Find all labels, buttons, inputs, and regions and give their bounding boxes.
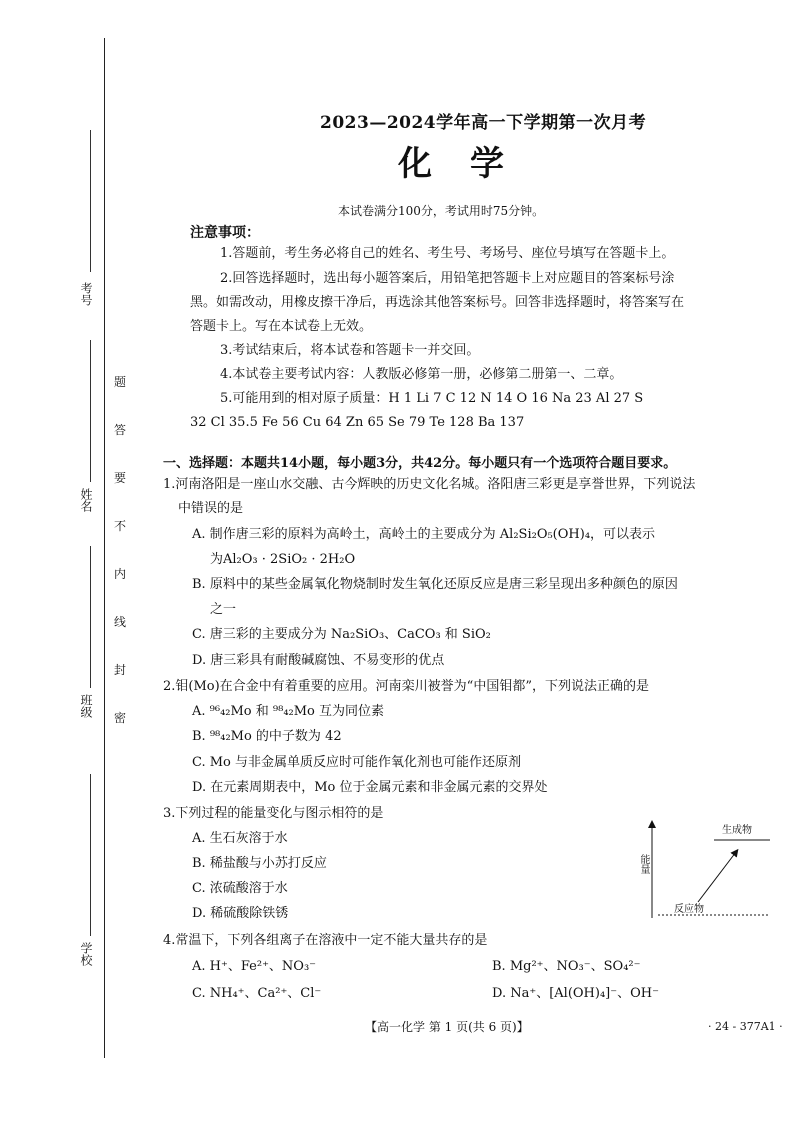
page-footer: 【高一化学 第 1 页(共 6 页)】 <box>365 1020 529 1034</box>
product-label: 生成物 <box>722 825 752 836</box>
seal-char: 内 <box>114 567 127 581</box>
seal-char: 线 <box>114 615 127 629</box>
q1-option-c: C. 唐三彩的主要成分为 Na₂SiO₃、CaCO₃ 和 SiO₂ <box>192 627 491 642</box>
exam-title: 2023—2024学年高一下学期第一次月考 <box>320 113 647 133</box>
q2-option-c: C. Mo 与非金属单质反应时可能作氧化剂也可能作还原剂 <box>192 755 522 770</box>
class-blank <box>90 546 91 688</box>
notice-line: 32 Cl 35.5 Fe 56 Cu 64 Zn 65 Se 79 Te 128 Ba 137 <box>190 415 525 430</box>
q4-option-b: B. Mg²⁺、NO₃⁻、SO₄²⁻ <box>492 959 641 974</box>
exam-number-blank <box>90 130 91 272</box>
q4-option-c: C. NH₄⁺、Ca²⁺、Cl⁻ <box>192 986 322 1001</box>
reaction-arrow <box>698 852 736 902</box>
q2-option-d: D. 在元素周期表中，Mo 位于金属元素和非金属元素的交界处 <box>192 780 548 795</box>
seal-char: 要 <box>114 471 127 485</box>
seal-char: 题 <box>114 375 127 389</box>
q3-option-b: B. 稀盐酸与小苏打反应 <box>192 856 327 871</box>
q4-option-a: A. H⁺、Fe²⁺、NO₃⁻ <box>192 959 317 974</box>
q1-option-d: D. 唐三彩具有耐酸碱腐蚀、不易变形的优点 <box>192 653 445 668</box>
q1-stem: 1.河南洛阳是一座山水交融、古今辉映的历史文化名城。洛阳唐三彩更是享誉世界，下列说法 <box>163 477 696 492</box>
subject-title: 化学 <box>398 144 542 184</box>
seal-char: 答 <box>114 423 127 437</box>
reactant-label: 反应物 <box>674 904 704 915</box>
q1-stem: 中错误的是 <box>178 501 244 516</box>
notice-line: 黑。如需改动，用橡皮擦干净后，再选涂其他答案标号。回答非选择题时，将答案写在 <box>190 295 685 310</box>
exam-intro: 本试卷满分100分，考试用时75分钟。 <box>338 204 545 218</box>
margin-label-name: 姓名 <box>79 488 93 512</box>
notice-line: 2.回答选择题时，选出每小题答案后，用铅笔把答题卡上对应题目的答案标号涂 <box>220 271 675 286</box>
section-heading: 一、选择题：本题共14小题，每小题3分，共42分。每小题只有一个选项符合题目要求。 <box>163 456 677 471</box>
q3-option-d: D. 稀硫酸除铁锈 <box>192 906 289 921</box>
name-blank <box>90 340 91 482</box>
notice-line: 答题卡上。写在本试卷上无效。 <box>190 319 373 334</box>
q2-option-b: B. ⁹⁸₄₂Mo 的中子数为 42 <box>192 729 342 744</box>
notice-line: 4.本试卷主要考试内容：人教版必修第一册，必修第二册第一、二章。 <box>220 367 623 382</box>
q1-option-b: B. 原料中的某些金属氧化物烧制时发生氧化还原反应是唐三彩呈现出多种颜色的原因 <box>192 577 678 592</box>
notice-line: 5.可能用到的相对原子质量：H 1 Li 7 C 12 N 14 O 16 Na 23 Al 27 S <box>220 391 644 406</box>
q1-option-a: 为Al₂O₃ · 2SiO₂ · 2H₂O <box>210 552 356 567</box>
q3-option-c: C. 浓硫酸溶于水 <box>192 881 288 896</box>
q3-option-a: A. 生石灰溶于水 <box>192 831 288 846</box>
margin-label-exam-number: 考号 <box>79 282 93 306</box>
seal-char: 密 <box>114 711 127 725</box>
q2-option-a: A. ⁹⁶₄₂Mo 和 ⁹⁸₄₂Mo 互为同位素 <box>192 704 385 719</box>
seal-char: 不 <box>114 519 127 533</box>
q4-stem: 4.常温下，下列各组离子在溶液中一定不能大量共存的是 <box>163 933 488 948</box>
energy-axis-label: 能量 <box>638 854 649 874</box>
binding-line <box>104 38 105 1058</box>
notice-heading: 注意事项： <box>190 225 260 241</box>
energy-diagram <box>624 818 774 924</box>
q2-stem: 2.钼(Mo)在合金中有着重要的应用。河南栾川被誉为“中国钼都”，下列说法正确的是 <box>163 679 649 694</box>
notice-line: 1.答题前，考生务必将自己的姓名、考生号、考场号、座位号填写在答题卡上。 <box>220 246 675 261</box>
margin-label-class: 班级 <box>79 694 93 718</box>
paper-code: · 24 - 377A1 · <box>708 1020 783 1033</box>
q1-option-a: A. 制作唐三彩的原料为高岭土，高岭土的主要成分为 Al₂Si₂O₅(OH)₄，可以表示 <box>192 527 656 542</box>
q1-option-b: 之一 <box>210 602 237 617</box>
school-blank <box>90 774 91 936</box>
q4-option-d: D. Na⁺、[Al(OH)₄]⁻、OH⁻ <box>492 986 659 1001</box>
seal-char: 封 <box>114 663 127 677</box>
notice-line: 3.考试结束后，将本试卷和答题卡一并交回。 <box>220 343 480 358</box>
q3-stem: 3.下列过程的能量变化与图示相符的是 <box>163 806 384 821</box>
margin-label-school: 学校 <box>79 942 93 966</box>
